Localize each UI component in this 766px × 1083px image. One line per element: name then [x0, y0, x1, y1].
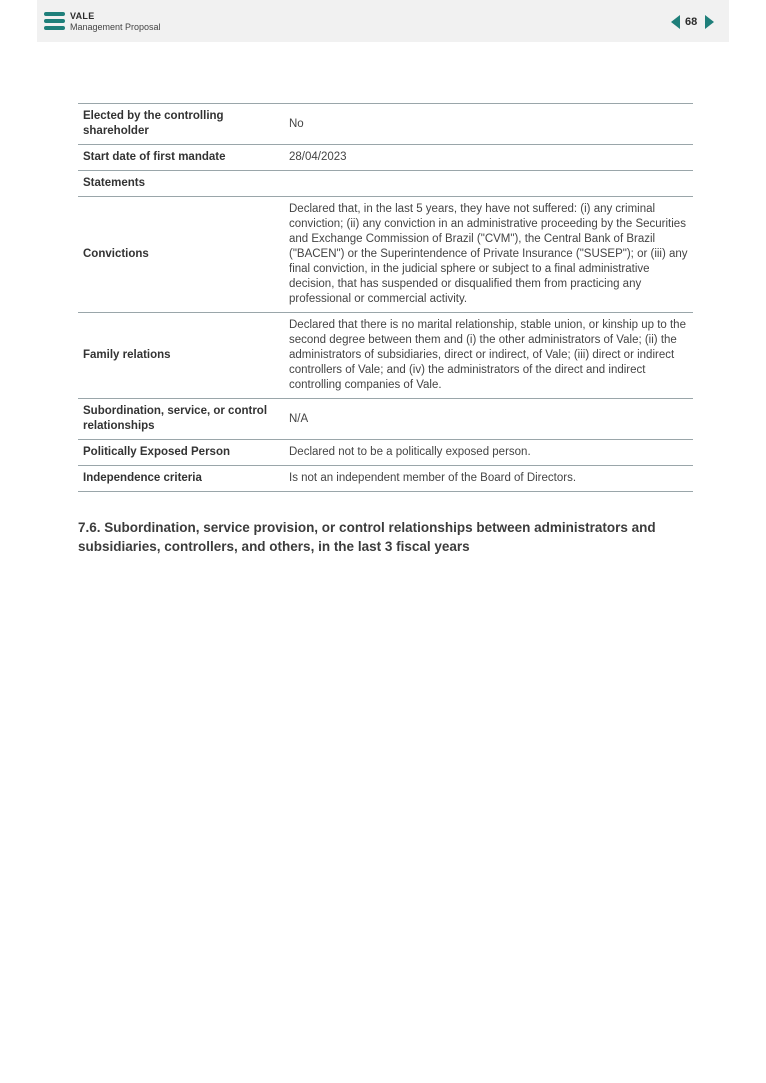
table-row [78, 145, 693, 171]
row-label: Statements [78, 171, 286, 197]
section-heading: 7.6. Subordination, service provision, or control relationships between administrators and subsidiaries, controllers, and others, in the last 3 fiscal years [78, 520, 656, 554]
row-value: Declared that there is no marital relationship, stable union, or kinship up to the second degree between them and (i) the other administrators of Vale; (ii) the administrators of subsidiaries, direct or indirect, of Vale; (iii) direct or indirect controllers of Vale; and (iv) the administrators of the direct and indirect controlling companies of Vale. [286, 313, 693, 399]
row-value: N/A [286, 399, 693, 440]
brand [70, 11, 161, 33]
row-value: No [286, 104, 693, 145]
table-row [78, 171, 693, 197]
table-row [78, 440, 693, 466]
table-row [78, 313, 693, 399]
menu-icon[interactable] [44, 12, 65, 30]
next-page-arrow-icon[interactable] [705, 15, 714, 29]
page-number: 68 [685, 16, 698, 28]
row-value: Declared not to be a politically exposed person. [286, 440, 693, 466]
table-row [78, 466, 693, 492]
row-value [286, 171, 693, 197]
table-row [78, 197, 693, 313]
prev-page-arrow-icon[interactable] [671, 15, 680, 29]
row-value: Declared that, in the last 5 years, they have not suffered: (i) any criminal conviction; (ii) any conviction in an administrative proceeding by the Securities and Exchange Commission of Brazil ("CVM"), the Central Bank of Brazil ("BACEN") or the Superintendence of Private Insurance ("SUSEP"); or (iii) any final conviction, in the judicial sphere or subject to a final administrative decision, that has suspended or disqualified them from practicing any professional or commercial activity. [286, 197, 693, 313]
row-label: Elected by the controlling shareholder [78, 104, 286, 145]
row-value: Is not an independent member of the Board of Directors. [286, 466, 693, 492]
director-info-table [78, 103, 693, 492]
table-row [78, 104, 693, 145]
row-label: Subordination, service, or control relationships [78, 399, 286, 440]
row-label: Convictions [78, 197, 286, 313]
row-value: 28/04/2023 [286, 145, 693, 171]
row-label: Politically Exposed Person [78, 440, 286, 466]
header-bar [37, 0, 729, 42]
table-row [78, 399, 693, 440]
row-label: Start date of first mandate [78, 145, 286, 171]
brand-subtitle: Management Proposal [70, 22, 161, 32]
brand-name: VALE [70, 11, 95, 21]
row-label: Family relations [78, 313, 286, 399]
row-label: Independence criteria [78, 466, 286, 492]
